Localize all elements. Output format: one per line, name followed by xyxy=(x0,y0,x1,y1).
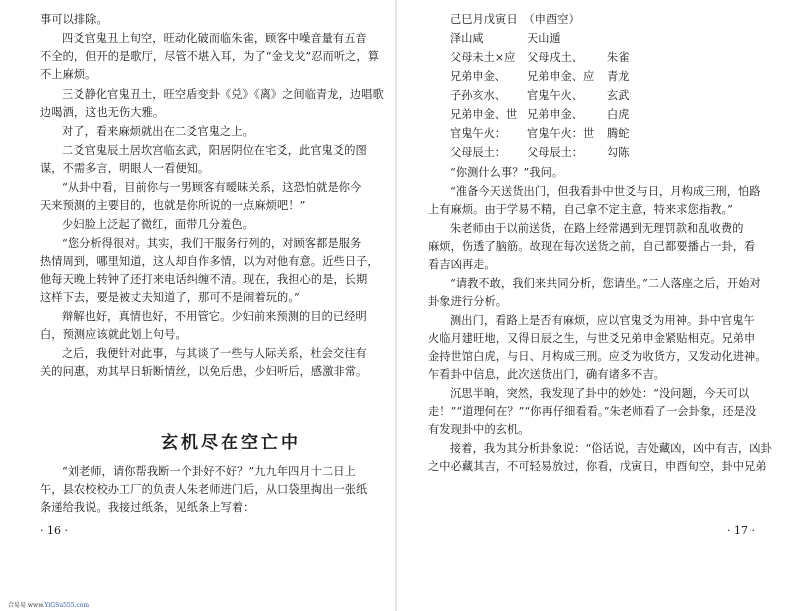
text-line: “从卦中看，目前你与一男顾客有暧昧关系，这恐怕就是你今 xyxy=(62,181,362,194)
footer-link[interactable]: YiGSu555.com xyxy=(44,602,90,609)
footer-middle: www. xyxy=(26,602,45,609)
text-line: 看吉凶再走。 xyxy=(428,258,496,271)
text-line: “你测什么事？”我问。 xyxy=(450,166,564,179)
text-line: “您分析得很对。其实，我们干服务行列的，对顾客都是服务 xyxy=(62,237,362,250)
right-page xyxy=(397,0,793,611)
text-line: 他每天晚上转钟了还打来电话纠缠不清。现在，我担心的是，长期 xyxy=(40,273,368,286)
text-line: 卦象进行分析。 xyxy=(428,295,508,308)
text-line: 测出门，看路上是否有麻烦，应以官鬼爻为用神。卦中官鬼午 xyxy=(450,314,755,327)
text-line: 二爻官鬼辰土居坎宫临玄武，阳居阴位在宅爻，此官鬼爻的图 xyxy=(62,144,367,157)
table-cell: 官鬼午火、 xyxy=(527,89,583,102)
text-line: 四爻官鬼丑上旬空，旺动化破而临朱雀，顾客中噪音量有五音 xyxy=(62,32,367,45)
text-line: 朱老师由于以前送货，在路上经常遇到无理罚款和乱收费的 xyxy=(450,222,744,235)
text-line: 麻烦，伤透了脑筋。故现在每次送货之前，自己都要播占一卦，看 xyxy=(428,240,756,253)
text-line: 有发现卦中的玄机。 xyxy=(428,423,530,436)
text-line: 乍看卦中信息，此次送货出门，确有诸多不吉。 xyxy=(428,368,666,381)
table-cell: 父母未土×应 xyxy=(450,51,516,64)
text-line: 天来预测的主要目的，也就是你所说的一点麻烦吧！” xyxy=(40,199,306,212)
text-line: 走！”“道理何在？”“你再仔细看看。”朱老师看了一会卦象，还是没 xyxy=(428,405,757,418)
table-cell: 官鬼午火：世 xyxy=(527,127,595,140)
hexagram-name: 天山遁 xyxy=(527,32,561,45)
text-line: 不上麻烦。 xyxy=(40,68,97,81)
text-line: 沉思半晌，突然，我发现了卦中的妙处：“没问题，今天可以 xyxy=(450,387,750,400)
text-line: 火临月建旺地，又得日辰之生，与世爻兄弟申金紧贴相克。兄弟申 xyxy=(428,332,756,345)
table-cell: 子孙亥水、 xyxy=(450,89,506,102)
section-heading: 玄机尽在空亡中 xyxy=(161,433,301,453)
text-line: 辩解也好，真情也好，不用管它。少妇前来预测的目的已经明 xyxy=(62,310,367,323)
watermark-footer xyxy=(8,600,89,609)
text-line: “刘老师，请你帮我断一个卦好不好？”九九年四月十二日上 xyxy=(62,465,356,478)
text-line: 对了，看来麻烦就出在二爻官鬼之上。 xyxy=(62,125,254,138)
text-line: 午，县农校校办工厂的负责人朱老师进门后，从口袋里掏出一张纸 xyxy=(40,483,368,496)
table-cell: 父母戌土、 xyxy=(527,51,583,64)
divination-date-line: 己巳月戊寅日 （申酉空） xyxy=(450,13,580,26)
text-line: 接着，我为其分析卦象说：“俗话说，吉处藏凶，凶中有吉，凶卦 xyxy=(450,442,772,455)
table-cell: 兄弟申金、世 xyxy=(450,108,518,121)
text-line: 谋，不需多言，明眼人一看便知。 xyxy=(40,162,210,175)
text-line: “准备今天送货出门，但我看卦中世爻与日，月构成三刑，怕路 xyxy=(450,185,761,198)
table-cell: 兄弟申金、 xyxy=(527,108,583,121)
text-line: 这样下去，要是被丈夫知道了，那可不是闹着玩的。” xyxy=(40,291,300,304)
table-cell: 父母辰土： xyxy=(450,146,506,159)
table-cell: 父母辰土： xyxy=(527,146,583,159)
text-line: 上有麻烦。由于学易不精，自己拿不定主意，特来求您指教。” xyxy=(428,203,733,216)
table-cell: 兄弟申金、应 xyxy=(527,70,595,83)
text-line: 边喝酒，这也无伤大雅。 xyxy=(40,106,165,119)
text-line: 三爻静化官鬼丑土，旺空盾变卦《兑》《离》之间临青龙，边唱歌 xyxy=(62,88,384,101)
hexagram-name: 泽山咸 xyxy=(450,32,484,45)
table-cell: 官鬼午火： xyxy=(450,127,506,140)
footer-prefix: 合易易 xyxy=(8,602,27,609)
text-line: 金持世馆白虎，与日、月构成三刑。应爻为收货方，又发动化进神。 xyxy=(428,350,767,363)
text-line: 之中必藏其吉，不可轻易放过，你看，戊寅日，申酉旬空，卦中兄弟 xyxy=(428,460,767,473)
table-cell: 白虎 xyxy=(607,108,630,121)
table-cell: 朱雀 xyxy=(607,51,630,64)
text-line: 条递给我说。我接过纸条，见纸条上写着： xyxy=(40,501,255,514)
text-line: 事可以排除。 xyxy=(40,13,108,26)
table-cell: 青龙 xyxy=(607,70,630,83)
table-cell: 兄弟申金、 xyxy=(450,70,506,83)
text-line: 不全的，但开的是歌厅，尽管不堪入耳，为了“金戈戈”忍而听之，算 xyxy=(40,50,379,63)
table-cell: 玄武 xyxy=(607,89,630,102)
text-line: “请教不敢，我们来共同分析，您请坐。”二人落座之后，开始对 xyxy=(450,277,761,290)
text-line: 热情周到，哪里知道，这人却自作多情，以为对他有意。近些日子， xyxy=(40,255,379,268)
left-page xyxy=(0,0,396,611)
page-number: · 16 · xyxy=(40,524,68,537)
table-cell: 腾蛇 xyxy=(607,127,630,140)
text-line: 关的问惠，劝其早日斩断情丝，以免后患，少妇听后，感激非常。 xyxy=(40,365,368,378)
page-number: · 17 · xyxy=(727,524,755,537)
text-line: 少妇脸上泛起了微红，面带几分羞色。 xyxy=(62,218,254,231)
table-cell: 勾陈 xyxy=(607,146,630,159)
text-line: 之后，我便针对此事，与其谈了一些与人际关系，杜会交往有 xyxy=(62,347,367,360)
text-line: 白，预测应该就此划上句号。 xyxy=(40,328,187,341)
